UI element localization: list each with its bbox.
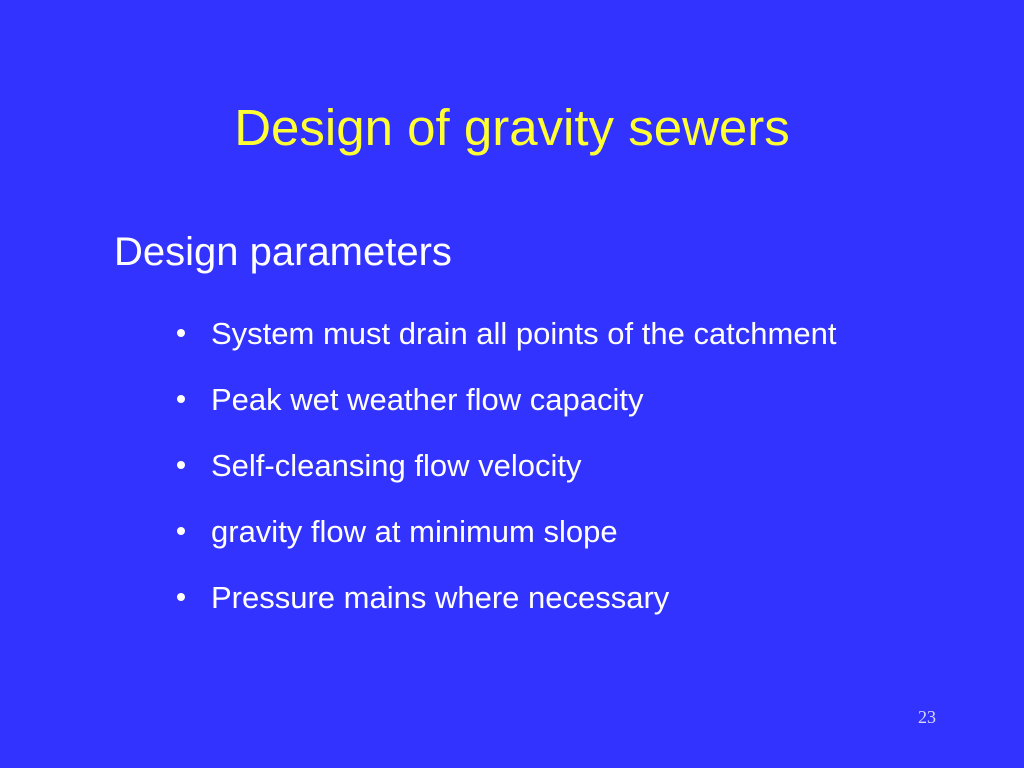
list-item-text: Pressure mains where necessary	[211, 580, 670, 615]
list-item-text: Peak wet weather flow capacity	[211, 382, 644, 417]
section-heading: Design parameters	[114, 230, 452, 274]
list-item	[0, 579, 1024, 645]
list-item	[0, 447, 1024, 513]
bullet-icon	[177, 395, 185, 403]
list-item	[0, 513, 1024, 579]
list-item	[0, 315, 1024, 381]
bullet-icon	[177, 461, 185, 469]
page-number: 23	[918, 707, 936, 727]
list-item-text: System must drain all points of the catchment	[211, 316, 837, 351]
bullet-icon	[177, 329, 185, 337]
list-item	[0, 381, 1024, 447]
list-item-text: Self-cleansing flow velocity	[211, 448, 582, 483]
bullet-list	[0, 315, 1024, 645]
bullet-icon	[177, 527, 185, 535]
list-item-text: gravity flow at minimum slope	[211, 514, 618, 549]
slide-title: Design of gravity sewers	[234, 99, 790, 156]
bullet-icon	[177, 593, 185, 601]
